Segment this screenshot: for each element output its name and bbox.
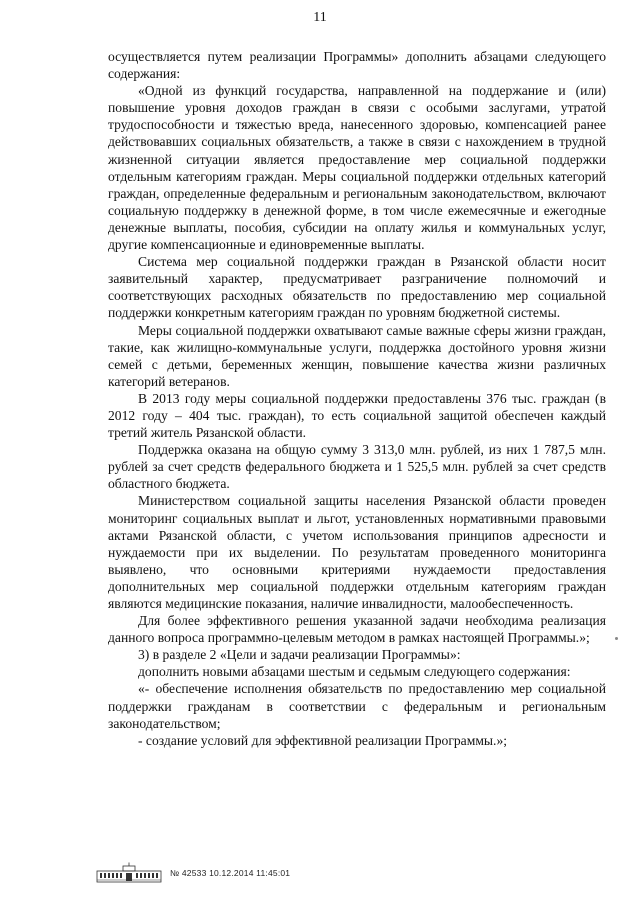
paragraph-2013-stats: В 2013 году меры социальной поддержки предоставлены 376 тыс. граждан (в 2012 году – 404 тыс. граждан), то есть социальной защитой обеспечен каждый третий житель Рязанской области. xyxy=(108,390,606,441)
paragraph-support-system: Система мер социальной поддержки граждан в Рязанской области носит заявительный характер, предусматривает разграничение полномочий и соответствующих расходных обязательств по предоставлению мер социальной поддержки конкретным категориям граждан по уровням бюджетной системы. xyxy=(108,254,606,321)
page-number: 11 xyxy=(313,10,327,25)
document-body xyxy=(108,48,606,749)
paragraph-support-spheres: Меры социальной поддержки охватывают самые важные сферы жизни граждан, такие, как жилищно-коммунальные услуги, поддержка достойного уровня жизни семей с детьми, беременных женщин, повышение качества жизни различных категорий ветеранов. xyxy=(108,322,606,389)
paragraph-section-2: 3) в разделе 2 «Цели и задачи реализации Программы»: xyxy=(138,647,461,663)
paragraph-intro: осуществляется путем реализации Программы» дополнить абзацами следующего содержания: xyxy=(108,49,606,82)
document-footer xyxy=(96,862,396,884)
paragraph-monitoring: Министерством социальной защиты населения Рязанской области проведен мониторинг социальных выплат и льгот, установленных нормативными правовыми актами Рязанской области, с учетом использования принципов адресности и нуждаемости при их выделении. По результатам проведенного мониторинга выявлено, что основными критериями нуждаемости предоставления дополнительных мер социальной поддержки отдельным категориям граждан являются медицинские показания, наличие инвалидности, малообеспеченность. xyxy=(108,493,606,611)
building-logo-icon xyxy=(96,862,162,884)
paragraph-efficiency: Для более эффективного решения указанной задачи необходима реализация данного вопроса программно-целевым методом в рамках настоящей Программы.»; xyxy=(108,613,606,646)
paragraph-add-abzats: дополнить новыми абзацами шестым и седьмым следующего содержания: xyxy=(138,664,571,680)
paragraph-conditions: - создание условий для эффективной реализации Программы.»; xyxy=(138,732,508,748)
margin-mark xyxy=(615,637,618,640)
registration-stamp: № 42533 10.12.2014 11:45:01 xyxy=(170,868,291,878)
paragraph-obligations: «- обеспечение исполнения обязательств по предоставлению мер социальной поддержки гражданам в соответствии с федеральным и региональным законодательством; xyxy=(108,681,606,731)
paragraph-state-functions: «Одной из функций государства, направленной на поддержание и (или) повышение уровня доходов граждан в связи с особыми заслугами, утратой трудоспособности и тяжестью вреда, нанесенного здоровью, компенсацией ранее действовавших социальных обязательств, а также в связи с нахождением в трудной жизненной ситуации является предоставление мер социальной поддержки отдельным категориям граждан. Меры социальной поддержки отдельных категорий граждан, определенные федеральным и региональным законодательством, включают социальную поддержку в денежной форме, в том числе ежемесячные и ежегодные денежные выплаты, пособия, субсидии на оплату жилья и коммунальных услуг, другие компенсационные и единовременные выплаты. xyxy=(108,83,606,253)
paragraph-funding: Поддержка оказана на общую сумму 3 313,0 млн. рублей, из них 1 787,5 млн. рублей за счет средств федерального бюджета и 1 525,5 млн. рублей за счет средств областного бюджета. xyxy=(108,442,606,492)
